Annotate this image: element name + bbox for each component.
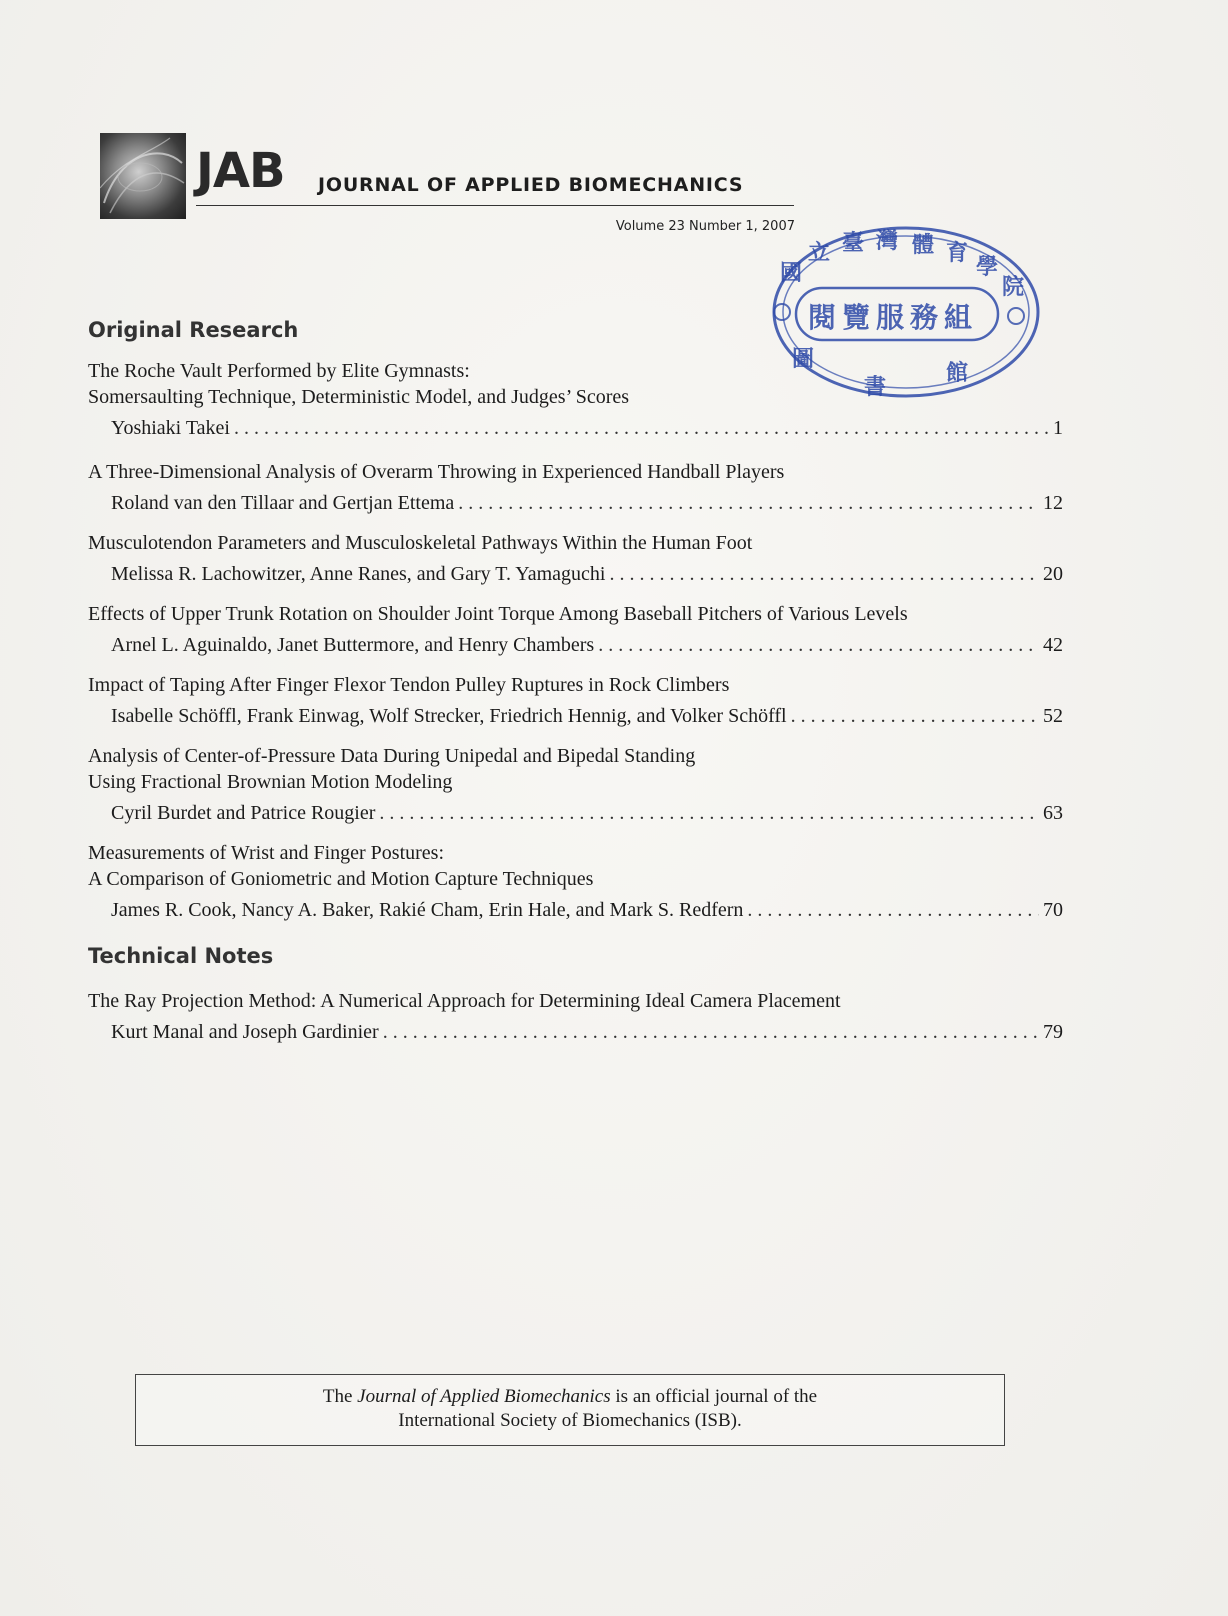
stamp-char: 學 bbox=[976, 255, 999, 280]
toc-entry[interactable] bbox=[88, 988, 1063, 1045]
stamp-char: 圖 bbox=[792, 347, 815, 372]
isb-notice-line-1 bbox=[136, 1385, 1004, 1409]
article-title: The Ray Projection Method: A Numerical Approach for Determining Ideal Camera Placement bbox=[88, 990, 841, 1012]
article-title: Somersaulting Technique, Deterministic Model, and Judges’ Scores bbox=[88, 386, 630, 408]
journal-header bbox=[100, 133, 800, 233]
toc-entry[interactable] bbox=[88, 530, 1063, 587]
journal-logo-text: JAB bbox=[196, 143, 285, 199]
section-heading-original-research: Original Research bbox=[88, 318, 299, 342]
article-title: Measurements of Wrist and Finger Postures: bbox=[88, 842, 444, 864]
journal-name: JOURNAL OF APPLIED BIOMECHANICS bbox=[318, 174, 744, 196]
toc-entry[interactable] bbox=[88, 601, 1063, 658]
isb-notice-box bbox=[135, 1374, 1005, 1446]
dot-leader bbox=[791, 703, 1039, 729]
dot-leader bbox=[598, 632, 1039, 658]
page-number: 12 bbox=[1043, 492, 1063, 514]
article-authors: James R. Cook, Nancy A. Baker, Rakié Cham, Erin Hale, and Mark S. Redfern bbox=[111, 899, 744, 921]
article-authors: Cyril Burdet and Patrice Rougier bbox=[111, 802, 376, 824]
page-number: 42 bbox=[1043, 634, 1063, 656]
article-title: Effects of Upper Trunk Rotation on Shoulder Joint Torque Among Baseball Pitchers of Various Levels bbox=[88, 603, 908, 625]
dot-leader bbox=[458, 490, 1039, 516]
dot-leader bbox=[747, 897, 1039, 923]
dot-leader bbox=[383, 1019, 1039, 1045]
article-authors: Roland van den Tillaar and Gertjan Ettema bbox=[111, 492, 455, 514]
journal-logo-image bbox=[100, 133, 186, 219]
toc-entry[interactable] bbox=[88, 672, 1063, 729]
notice-journal-name: Journal of Applied Biomechanics bbox=[357, 1386, 611, 1407]
article-authors: Yoshiaki Takei bbox=[111, 417, 230, 439]
page-number: 20 bbox=[1043, 563, 1063, 585]
dot-leader bbox=[379, 800, 1039, 826]
page-number: 52 bbox=[1043, 705, 1063, 727]
stamp-char: 國 bbox=[780, 261, 803, 286]
dot-leader bbox=[234, 415, 1049, 441]
stamp-char: 院 bbox=[1002, 275, 1025, 300]
dot-leader bbox=[609, 561, 1039, 587]
section-heading-technical-notes: Technical Notes bbox=[88, 944, 274, 968]
stamp-char: 臺 bbox=[842, 231, 865, 256]
article-title: A Comparison of Goniometric and Motion Capture Techniques bbox=[88, 868, 594, 890]
page-number: 70 bbox=[1043, 899, 1063, 921]
header-divider bbox=[196, 205, 794, 206]
stamp-char: 體 bbox=[912, 233, 935, 258]
stamp-char: 育 bbox=[946, 241, 969, 266]
article-title: The Roche Vault Performed by Elite Gymnasts: bbox=[88, 360, 470, 382]
isb-notice-line-2: International Society of Biomechanics (ISB). bbox=[398, 1410, 742, 1431]
toc-entry[interactable] bbox=[88, 840, 1063, 923]
article-title: A Three-Dimensional Analysis of Overarm Throwing in Experienced Handball Players bbox=[88, 461, 785, 483]
article-authors: Arnel L. Aguinaldo, Janet Buttermore, and Henry Chambers bbox=[111, 634, 595, 656]
stamp-char: 灣 bbox=[876, 229, 899, 254]
article-title: Analysis of Center-of-Pressure Data During Unipedal and Bipedal Standing bbox=[88, 745, 696, 767]
article-title: Musculotendon Parameters and Musculoskeletal Pathways Within the Human Foot bbox=[88, 532, 753, 554]
notice-suffix: is an official journal of the bbox=[610, 1386, 818, 1407]
article-title: Using Fractional Brownian Motion Modeling bbox=[88, 771, 453, 793]
article-authors: Melissa R. Lachowitzer, Anne Ranes, and Gary T. Yamaguchi bbox=[111, 563, 606, 585]
toc-entry[interactable] bbox=[88, 358, 1063, 441]
volume-issue: Volume 23 Number 1, 2007 bbox=[615, 219, 795, 234]
page-number: 63 bbox=[1043, 802, 1063, 824]
notice-prefix: The bbox=[322, 1386, 358, 1407]
stamp-inner-text: 閱覽服務組 bbox=[808, 301, 979, 334]
stamp-char: 館 bbox=[946, 361, 969, 386]
article-authors: Isabelle Schöffl, Frank Einwag, Wolf Strecker, Friedrich Hennig, and Volker Schöffl bbox=[111, 705, 787, 727]
toc-entry[interactable] bbox=[88, 743, 1063, 826]
page-number: 79 bbox=[1043, 1021, 1063, 1043]
article-title: Impact of Taping After Finger Flexor Tendon Pulley Ruptures in Rock Climbers bbox=[88, 674, 730, 696]
toc-entry[interactable] bbox=[88, 459, 1063, 516]
page-number: 1 bbox=[1053, 417, 1063, 439]
stamp-char: 書 bbox=[864, 375, 887, 400]
stamp-char: 立 bbox=[808, 241, 831, 266]
article-authors: Kurt Manal and Joseph Gardinier bbox=[111, 1021, 379, 1043]
